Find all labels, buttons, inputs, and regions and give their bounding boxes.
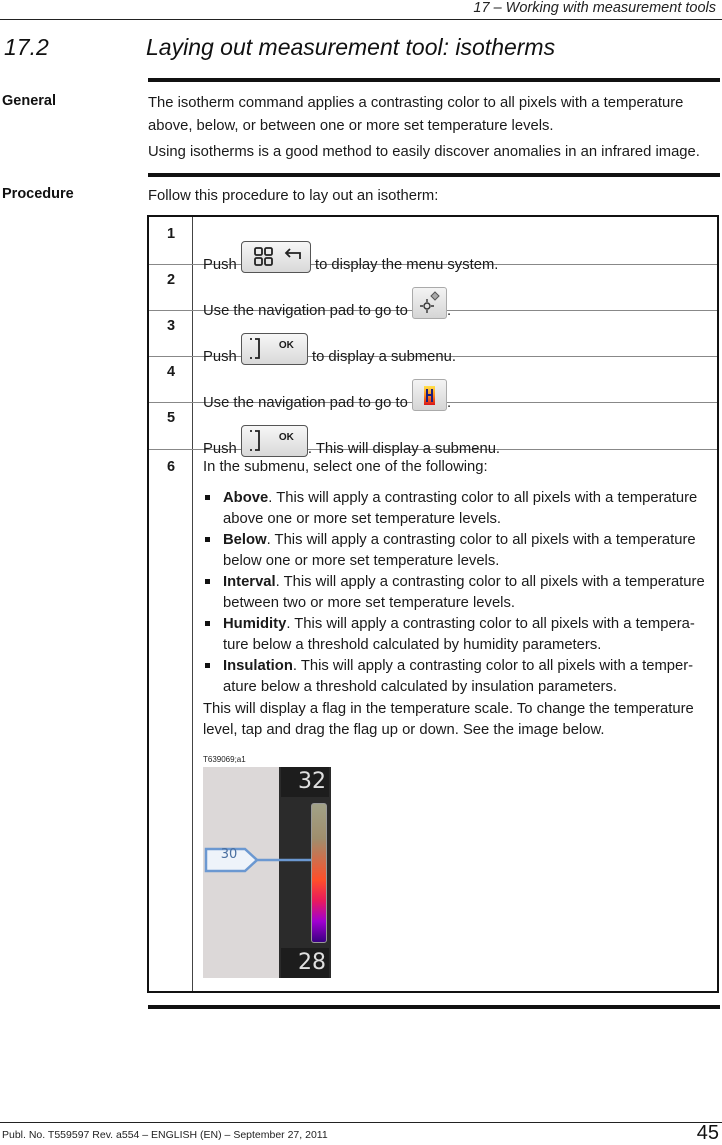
- isotherm-flag-value[interactable]: 30: [220, 847, 238, 862]
- step-number: 6: [167, 459, 176, 475]
- step-number: 1: [167, 226, 176, 242]
- step-6-intro: In the submenu, select one of the following:: [203, 459, 488, 475]
- chapter-number: 17.2: [4, 34, 49, 60]
- step-text-part: . This will display a submenu.: [307, 441, 501, 457]
- isotherm-icon: [412, 379, 447, 411]
- step-text-part: .: [446, 303, 452, 319]
- column-divider: [192, 217, 193, 991]
- procedure-heading: Procedure: [2, 186, 74, 202]
- isotherm-flag-icon[interactable]: [203, 767, 331, 978]
- list-item: [203, 530, 711, 571]
- bottom-rule: [148, 1005, 720, 1009]
- option-desc: above one or more set temperature levels.: [223, 510, 501, 527]
- step-text-part: Push: [203, 349, 237, 365]
- option-term: Humidity: [223, 616, 287, 632]
- option-desc: . This will apply a contrasting color to all pixels with a temperature: [268, 490, 698, 506]
- procedure-intro: Follow this procedure to lay out an isotherm:: [148, 188, 439, 204]
- list-item: [203, 614, 711, 655]
- temperature-scale-figure: [203, 767, 331, 978]
- option-term: Interval: [223, 574, 276, 590]
- step-text-part: Push: [203, 257, 237, 273]
- section-rule: [148, 78, 720, 82]
- option-desc: between two or more set temperature levels.: [223, 594, 515, 611]
- option-desc: . This will apply a contrasting color to all pixels with a temperature: [266, 532, 696, 548]
- list-item: [203, 656, 711, 697]
- option-desc: ture below a threshold calculated by humidity parameters.: [223, 636, 602, 653]
- option-term: Above: [223, 490, 269, 506]
- ok-button-icon: [241, 425, 308, 457]
- page-number: 45: [696, 1122, 719, 1144]
- bullet: [205, 621, 210, 626]
- step-text-part: to display the menu system.: [314, 257, 499, 273]
- step-number: 2: [167, 272, 176, 288]
- general-para-1: The isotherm command applies a contrasting color to all pixels with a temperature above, below, or between one or more set temperature levels.: [148, 95, 684, 134]
- measurement-tools-icon: [412, 287, 447, 319]
- bullet: [205, 663, 210, 668]
- step-6-closing: [203, 699, 713, 741]
- option-desc: ature below a threshold calculated by insulation parameters.: [223, 678, 617, 695]
- chapter-title: [4, 34, 555, 61]
- option-term: Insulation: [223, 658, 293, 674]
- footer-rule: [0, 1122, 722, 1123]
- chapter-title-text: Laying out measurement tool: isotherms: [146, 34, 556, 60]
- step-number: 5: [167, 410, 176, 426]
- step-text-part: Use the navigation pad to go to: [203, 395, 408, 411]
- step-4-text: [203, 379, 451, 411]
- option-desc: . This will apply a contrasting color to all pixels with a temper-: [292, 658, 694, 674]
- scale-top-value: 32: [281, 767, 329, 797]
- ok-label: OK: [278, 340, 294, 351]
- scale-bottom-value: 28: [281, 948, 329, 978]
- section-rule: [148, 173, 720, 177]
- bullet: [205, 537, 210, 542]
- step-number: 3: [167, 318, 176, 334]
- ok-button-icon: [241, 333, 308, 365]
- bullet: [205, 495, 210, 500]
- step-3-text: [203, 333, 456, 365]
- submenu-options-list: [203, 488, 711, 697]
- step-text-part: Use the navigation pad to go to: [203, 303, 408, 319]
- step-text-part: .: [446, 395, 452, 411]
- general-para-2: Using isotherms is a good method to easily discover anomalies in an infrared image.: [148, 144, 700, 160]
- closing-line: level, tap and drag the flag up or down. See the image below.: [203, 722, 605, 738]
- procedure-steps-table: [147, 215, 719, 993]
- step-number: 4: [167, 364, 176, 380]
- option-desc: . This will apply a contrasting color to all pixels with a tempera-: [286, 616, 695, 632]
- step-1-text: [203, 241, 498, 273]
- option-desc: below one or more set temperature levels.: [223, 552, 500, 569]
- option-term: Below: [223, 532, 267, 548]
- step-2-text: [203, 287, 451, 319]
- bullet: [205, 579, 210, 584]
- figure-id: T639069;a1: [203, 755, 246, 764]
- ok-label: OK: [278, 432, 294, 443]
- step-text-part: Push: [203, 441, 237, 457]
- running-head: 17 – Working with measurement tools: [473, 0, 716, 16]
- step-5-text: [203, 425, 500, 457]
- option-desc: . This will apply a contrasting color to all pixels with a temperature: [275, 574, 705, 590]
- list-item: [203, 572, 711, 613]
- publication-info: Publ. No. T559597 Rev. a554 – ENGLISH (EN) – September 27, 2011: [2, 1129, 328, 1141]
- step-text-part: to display a submenu.: [311, 349, 456, 365]
- menu-back-button-icon: [241, 241, 311, 273]
- list-item: [203, 488, 711, 529]
- closing-line: This will display a flag in the temperature scale. To change the temperature: [203, 701, 694, 717]
- general-heading: General: [2, 93, 56, 109]
- header-rule: [0, 19, 722, 20]
